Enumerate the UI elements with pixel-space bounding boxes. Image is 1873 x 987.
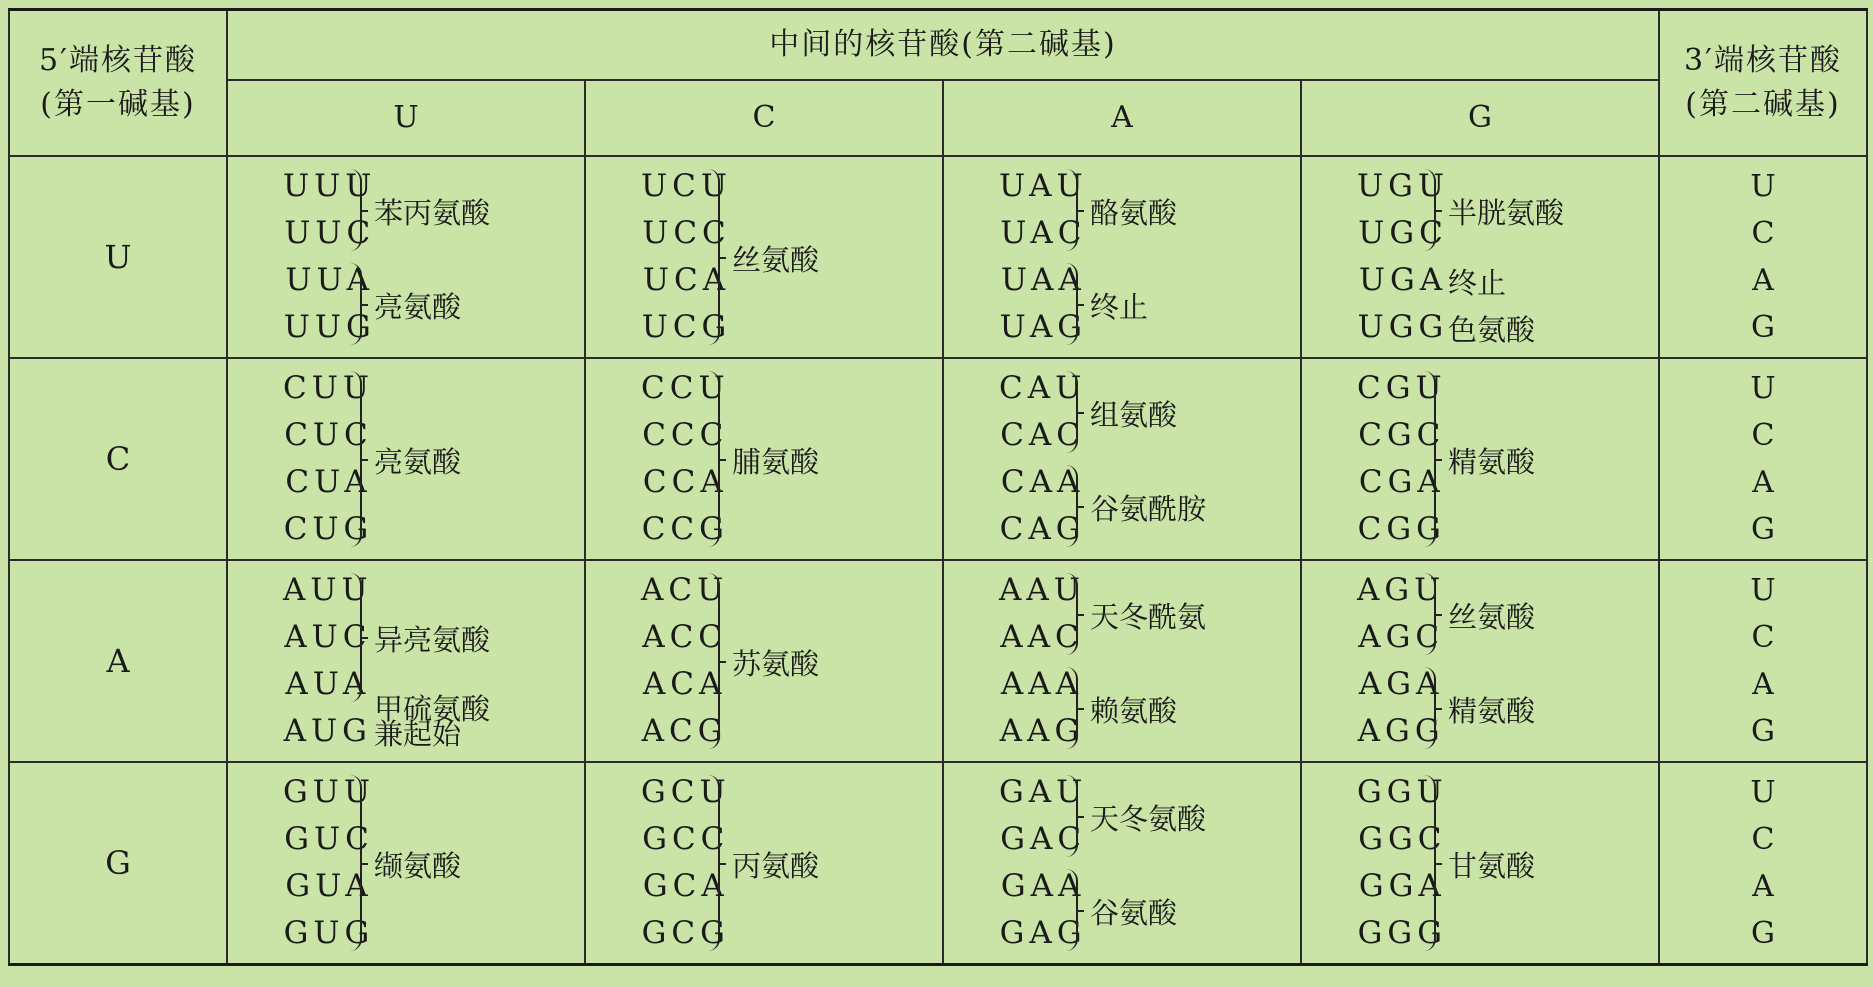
codon-cell-content xyxy=(1302,561,1658,761)
codon: CCA xyxy=(642,463,728,500)
third-base: A xyxy=(1752,666,1774,702)
amino-acid-label: 色氨酸 xyxy=(1448,313,1536,347)
codon: GAA xyxy=(1000,867,1086,904)
codon: CCG xyxy=(641,510,729,547)
codon: GCC xyxy=(642,820,730,857)
codon: UGA xyxy=(1358,261,1448,298)
grouping-brace xyxy=(1066,869,1078,951)
grouping-brace xyxy=(708,775,720,951)
codon-list xyxy=(283,163,376,351)
codon-cell xyxy=(943,358,1301,560)
codon-cell xyxy=(585,358,943,560)
amino-acid-label: 精氨酸 xyxy=(1448,693,1536,728)
codon-cell-content xyxy=(944,359,1300,559)
third-base: G xyxy=(1751,511,1775,547)
amino-acid-label: 半胱氨酸 xyxy=(1448,195,1565,230)
amino-acid-label: 丝氨酸 xyxy=(732,242,820,277)
codon-cell xyxy=(1301,762,1659,965)
grouping-brace xyxy=(1424,667,1436,749)
codon: UUC xyxy=(284,214,376,251)
codon-cell xyxy=(227,560,585,762)
third-base: G xyxy=(1751,309,1775,345)
third-base: G xyxy=(1751,915,1775,951)
codon-cell xyxy=(943,560,1301,762)
third-base: C xyxy=(1751,821,1775,857)
third-base-header-line2: (第二碱基) xyxy=(1685,86,1841,122)
codon: CGG xyxy=(1357,510,1446,547)
codon-cell-content xyxy=(228,359,584,559)
codon: AUC xyxy=(284,618,372,655)
third-base: A xyxy=(1752,868,1774,904)
third-base-cell xyxy=(1659,560,1867,762)
codon: GUA xyxy=(285,867,373,904)
codon: UAU xyxy=(999,167,1088,204)
grouping-brace xyxy=(350,573,362,702)
codon: CAC xyxy=(1000,416,1086,453)
codon: CUA xyxy=(285,463,372,500)
codon: CUU xyxy=(283,369,374,406)
codon-cell xyxy=(943,156,1301,358)
grouping-brace xyxy=(1424,169,1436,251)
codon-cell-content xyxy=(228,763,584,963)
amino-acid-label: 谷氨酸 xyxy=(1090,895,1178,930)
codon: UUG xyxy=(283,308,376,345)
grouping-brace xyxy=(1066,371,1078,453)
amino-acid-label: 苯丙氨酸 xyxy=(374,195,491,230)
first-base-cell: U xyxy=(9,156,227,358)
codon: ACA xyxy=(642,665,727,702)
codon: UAG xyxy=(999,308,1087,345)
third-base: C xyxy=(1751,619,1775,655)
codon: GCG xyxy=(641,914,730,951)
codon-cell xyxy=(227,358,585,560)
second-base-a: A xyxy=(943,80,1301,156)
codon-cell-content xyxy=(1302,763,1658,963)
amino-acid-label: 兼起始 xyxy=(374,717,462,751)
grouping-brace xyxy=(1424,573,1436,655)
codon: CUG xyxy=(283,510,374,547)
codon-row xyxy=(9,560,1867,762)
second-base-g: G xyxy=(1301,80,1659,156)
codon: ACU xyxy=(641,571,729,608)
codon: AGA xyxy=(1358,665,1444,702)
first-base-cell: A xyxy=(9,560,227,762)
third-base: C xyxy=(1751,417,1775,453)
third-base: C xyxy=(1751,215,1775,251)
codon: UAA xyxy=(1000,261,1086,298)
codon: UGG xyxy=(1357,308,1449,345)
codon-cell xyxy=(585,156,943,358)
grouping-brace xyxy=(1066,775,1078,857)
codon: CCC xyxy=(642,416,729,453)
codon: GUC xyxy=(284,820,374,857)
codon-cell xyxy=(1301,560,1659,762)
codon: GCU xyxy=(641,773,731,810)
grouping-brace xyxy=(1066,263,1078,345)
codon: CAG xyxy=(999,510,1086,547)
grouping-brace xyxy=(1066,465,1078,547)
third-base: U xyxy=(1750,370,1776,406)
codon: GCA xyxy=(642,867,729,904)
amino-acid-label: 丝氨酸 xyxy=(1448,599,1536,634)
grouping-brace xyxy=(350,371,362,547)
first-base-cell: G xyxy=(9,762,227,965)
third-base-cell xyxy=(1659,762,1867,965)
codon-cell-content xyxy=(944,763,1300,963)
amino-acid-label: 天冬氨酸 xyxy=(1090,801,1207,836)
codon: ACC xyxy=(642,618,728,655)
second-base-c: C xyxy=(585,80,943,156)
amino-acid-label: 亮氨酸 xyxy=(374,289,462,324)
codon-cell xyxy=(1301,358,1659,560)
codon: AAU xyxy=(999,571,1085,608)
amino-acid-label: 天冬酰氨 xyxy=(1090,599,1207,634)
codon-cell xyxy=(227,762,585,965)
codon: CGA xyxy=(1358,463,1445,500)
amino-acid-label: 缬氨酸 xyxy=(374,848,462,883)
third-base: G xyxy=(1751,713,1775,749)
codon: UCG xyxy=(641,308,732,345)
codon: UAC xyxy=(1000,214,1087,251)
codon: AAG xyxy=(999,712,1085,749)
codon: CUC xyxy=(284,416,373,453)
grouping-brace xyxy=(1066,169,1078,251)
codon: AGG xyxy=(1357,712,1445,749)
grouping-brace xyxy=(708,371,720,547)
grouping-brace xyxy=(350,775,362,951)
codon-cell-content xyxy=(944,157,1300,357)
codon-row xyxy=(9,358,1867,560)
codon-cell-content xyxy=(228,157,584,357)
codon: AAA xyxy=(1000,665,1084,702)
amino-acid-label: 亮氨酸 xyxy=(374,444,462,479)
amino-acid-label: 丙氨酸 xyxy=(732,848,820,883)
codon: UUA xyxy=(285,261,375,298)
codon: AUA xyxy=(285,665,371,702)
codon: GGC xyxy=(1358,820,1447,857)
grouping-brace xyxy=(1066,573,1078,655)
amino-acid-label: 组氨酸 xyxy=(1090,397,1178,432)
codon: UCA xyxy=(642,261,731,298)
grouping-brace xyxy=(708,573,720,749)
codon: AAC xyxy=(1000,618,1084,655)
grouping-brace xyxy=(350,263,362,345)
amino-acid-label: 终止 xyxy=(1090,289,1149,324)
codon: UCU xyxy=(641,167,732,204)
amino-acid-label: 终止 xyxy=(1448,266,1507,300)
codon: AUU xyxy=(283,571,373,608)
third-base: A xyxy=(1752,464,1774,500)
codon: GGU xyxy=(1357,773,1448,810)
first-base-header xyxy=(9,10,227,156)
codon: UGU xyxy=(1357,167,1450,204)
codon: ACG xyxy=(641,712,728,749)
codon: CCU xyxy=(641,369,730,406)
third-base-cell xyxy=(1659,358,1867,560)
codon-cell xyxy=(227,156,585,358)
grouping-brace xyxy=(1424,775,1436,951)
third-base-header xyxy=(1659,10,1867,156)
codon-cell-content xyxy=(586,763,942,963)
codon: UCC xyxy=(642,214,731,251)
codon: CGU xyxy=(1357,369,1447,406)
first-base-header-line1: 5′端核苷酸 xyxy=(39,42,197,78)
codon-cell-content xyxy=(944,561,1300,761)
codon: GAG xyxy=(999,914,1087,951)
amino-acid-label: 谷氨酰胺 xyxy=(1090,491,1207,526)
codon-cell xyxy=(585,762,943,965)
codon: CAU xyxy=(999,369,1087,406)
codon-cell xyxy=(943,762,1301,965)
amino-acid-label: 酪氨酸 xyxy=(1090,195,1178,230)
codon-cell-content xyxy=(228,561,584,761)
codon: GAU xyxy=(999,773,1088,810)
amino-acid-label: 脯氨酸 xyxy=(732,444,820,479)
grouping-brace xyxy=(708,169,720,345)
codon: AUG xyxy=(283,712,372,749)
third-base-cell xyxy=(1659,156,1867,358)
codon-row xyxy=(9,156,1867,358)
third-base-header-line1: 3′端核苷酸 xyxy=(1684,42,1842,78)
codon-table-body xyxy=(9,156,1867,965)
codon-cell xyxy=(585,560,943,762)
amino-acid-label: 精氨酸 xyxy=(1448,444,1536,479)
codon-cell-content xyxy=(586,359,942,559)
codon: GGA xyxy=(1358,867,1446,904)
first-base-header-line2: (第一碱基) xyxy=(40,86,196,122)
grouping-brace xyxy=(1424,371,1436,547)
second-base-u: U xyxy=(227,80,585,156)
codon: GAC xyxy=(1000,820,1087,857)
codon-cell-content xyxy=(1302,157,1658,357)
codon: CAA xyxy=(1000,463,1085,500)
third-base: A xyxy=(1752,262,1774,298)
codon-row xyxy=(9,762,1867,965)
amino-acid-label: 异亮氨酸 xyxy=(374,623,491,657)
middle-base-header: 中间的核苷酸(第二碱基) xyxy=(227,10,1659,80)
grouping-brace xyxy=(350,169,362,251)
grouping-brace xyxy=(1066,667,1078,749)
codon: AGC xyxy=(1358,618,1445,655)
third-base: U xyxy=(1750,572,1776,608)
codon: GUU xyxy=(283,773,376,810)
codon-cell-content xyxy=(586,157,942,357)
third-base: U xyxy=(1750,774,1776,810)
codon-cell-content xyxy=(586,561,942,761)
amino-acid-label: 甘氨酸 xyxy=(1448,848,1536,883)
codon-cell xyxy=(1301,156,1659,358)
codon: AGU xyxy=(1357,571,1446,608)
first-base-cell: C xyxy=(9,358,227,560)
amino-acid-label: 苏氨酸 xyxy=(732,646,820,681)
amino-acid-label: 甲硫氨酸 xyxy=(374,691,491,726)
genetic-code-table xyxy=(8,8,1868,966)
codon-cell-content xyxy=(1302,359,1658,559)
codon: CGC xyxy=(1358,416,1446,453)
third-base: U xyxy=(1750,168,1776,204)
amino-acid-label: 赖氨酸 xyxy=(1090,693,1178,728)
codon: UUU xyxy=(283,167,377,204)
codon: UGC xyxy=(1358,214,1448,251)
codon: GUG xyxy=(283,914,375,951)
codon: GGG xyxy=(1357,914,1447,951)
